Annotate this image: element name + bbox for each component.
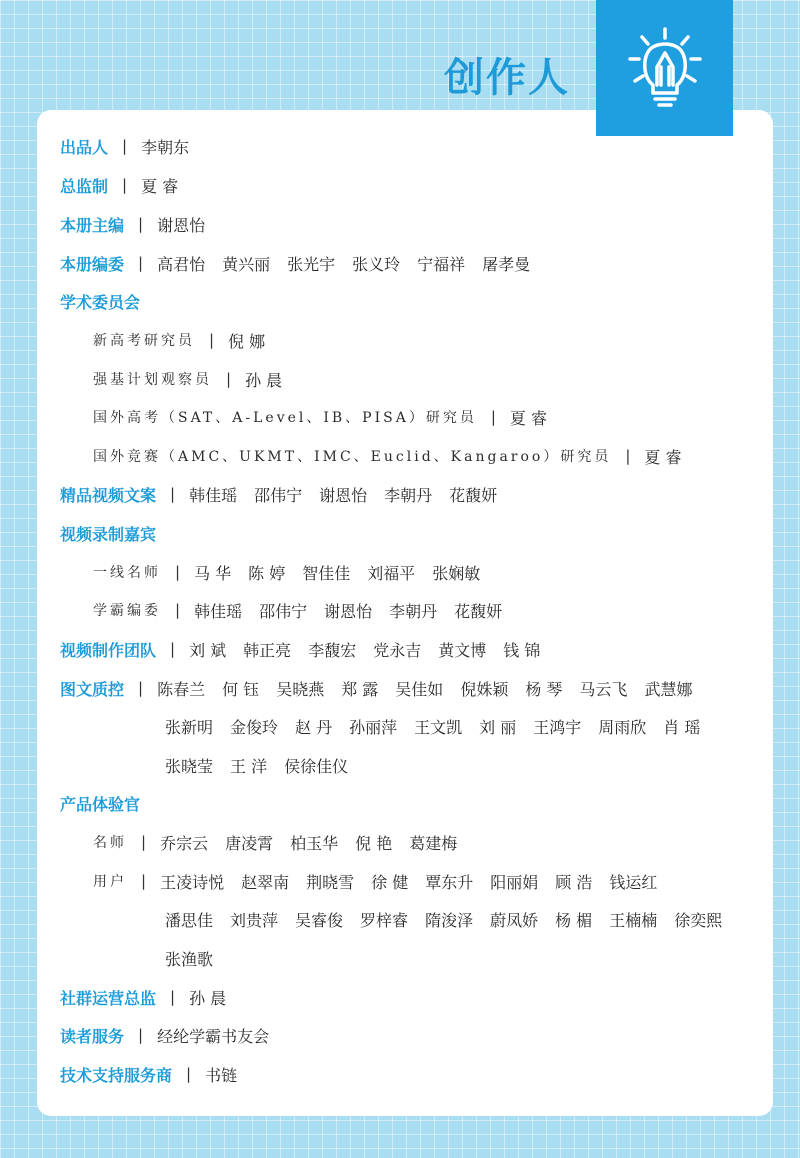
person-name: 宁福祥: [417, 254, 466, 274]
person-name: 何 钰: [222, 679, 260, 699]
separator: |: [138, 1026, 144, 1044]
person-name: 张晓莹: [165, 756, 214, 776]
person-name: 杨 楣: [555, 910, 593, 930]
credit-row: [60, 520, 156, 546]
separator: |: [175, 601, 181, 619]
credit-row: [60, 984, 243, 1010]
person-name: 刘贵萍: [230, 910, 279, 930]
role-label: 产品体验官: [60, 794, 141, 814]
person-name: 经纶学霸书友会: [157, 1026, 270, 1046]
person-name: 花馥妍: [449, 485, 498, 505]
credit-row: [93, 366, 299, 392]
role-label: 本册编委: [60, 254, 125, 274]
person-name: 邵伟宁: [254, 485, 303, 505]
separator: |: [170, 485, 176, 503]
person-name: 葛建梅: [409, 833, 458, 853]
role-label: 本册主编: [60, 215, 125, 235]
separator: |: [175, 563, 181, 581]
person-name: 王凌诗悦: [160, 872, 225, 892]
person-name: 蔚凤娇: [490, 910, 539, 930]
person-name: 孙丽萍: [349, 717, 398, 737]
person-name: 金俊玲: [230, 717, 279, 737]
credit-row: [60, 211, 222, 237]
credit-row: [60, 1022, 286, 1048]
credit-row: [60, 172, 195, 198]
credit-row: [60, 288, 140, 314]
person-name: 张渔歌: [165, 949, 214, 969]
separator: |: [186, 1065, 192, 1083]
person-name: 赵翠南: [241, 872, 290, 892]
person-name: 谢恩怡: [319, 485, 368, 505]
person-name: 谢恩怡: [324, 601, 373, 621]
role-label: 学术委员会: [60, 292, 141, 312]
person-name: 罗梓睿: [360, 910, 409, 930]
credit-row: [93, 443, 699, 469]
separator: |: [138, 215, 144, 233]
person-name: 侯徐佳仪: [284, 756, 349, 776]
person-name: 书链: [205, 1065, 238, 1085]
person-name: 孙 晨: [189, 988, 227, 1008]
role-label: 视频录制嘉宾: [60, 524, 157, 544]
person-name: 吴晓燕: [276, 679, 325, 699]
person-name: 王文凯: [414, 717, 463, 737]
credit-row: [93, 868, 674, 894]
person-name: 孙 晨: [245, 370, 283, 390]
credit-row: [165, 713, 717, 739]
separator: |: [138, 679, 144, 697]
credit-row: [60, 250, 547, 276]
credit-row: [165, 945, 230, 971]
credit-row: [60, 675, 709, 701]
person-name: 周雨欣: [598, 717, 647, 737]
subrole-label: 新高考研究员: [93, 333, 195, 349]
subrole-label: 一线名师: [93, 565, 161, 581]
person-name: 黄兴丽: [222, 254, 271, 274]
separator: |: [226, 370, 232, 388]
person-name: 潘思佳: [165, 910, 214, 930]
person-name: 肖 瑶: [663, 717, 701, 737]
page-title: 创作人: [444, 55, 570, 101]
separator: |: [122, 137, 128, 155]
subrole-label: 学霸编委: [93, 603, 161, 619]
person-name: 刘 斌: [189, 640, 227, 660]
separator: |: [138, 254, 144, 272]
subrole-label: 用户: [93, 874, 127, 890]
person-name: 马 华: [194, 563, 232, 583]
person-name: 夏 睿: [644, 447, 682, 467]
separator: |: [170, 640, 176, 658]
person-name: 张义玲: [352, 254, 401, 274]
separator: |: [625, 447, 631, 465]
person-name: 韩正亮: [243, 640, 292, 660]
subrole-label: 国外竞赛（AMC、UKMT、IMC、Euclid、Kangaroo）研究员: [93, 449, 612, 465]
person-name: 徐奕熙: [674, 910, 723, 930]
person-name: 高君怡: [157, 254, 206, 274]
person-name: 钱 锦: [503, 640, 541, 660]
person-name: 夏 睿: [141, 176, 179, 196]
credit-row: [93, 829, 474, 855]
person-name: 顾 浩: [555, 872, 593, 892]
role-label: 出品人: [60, 137, 109, 157]
person-name: 韩佳瑶: [194, 601, 243, 621]
person-name: 王鸿宇: [533, 717, 582, 737]
person-name: 马云飞: [579, 679, 628, 699]
credit-row: [165, 906, 739, 932]
role-label: 图文质控: [60, 679, 125, 699]
person-name: 覃东升: [425, 872, 474, 892]
subrole-label: 强基计划观察员: [93, 372, 212, 388]
person-name: 张新明: [165, 717, 214, 737]
person-name: 乔宗云: [160, 833, 209, 853]
person-name: 钱运红: [609, 872, 658, 892]
credit-row: [60, 1061, 254, 1087]
person-name: 张光宇: [287, 254, 336, 274]
person-name: 倪 娜: [228, 331, 266, 351]
separator: |: [209, 331, 215, 349]
person-name: 花馥妍: [454, 601, 503, 621]
role-label: 精品视频文案: [60, 485, 157, 505]
credit-row: [93, 404, 564, 430]
person-name: 荆晓雪: [306, 872, 355, 892]
credit-row: [93, 559, 497, 585]
lightbulb-pencil-icon: [620, 23, 710, 113]
person-name: 李馥宏: [308, 640, 357, 660]
person-name: 屠孝曼: [482, 254, 531, 274]
credit-row: [165, 752, 365, 778]
person-name: 刘福平: [367, 563, 416, 583]
person-name: 赵 丹: [295, 717, 333, 737]
person-name: 王楠楠: [609, 910, 658, 930]
role-label: 视频制作团队: [60, 640, 157, 660]
role-label: 读者服务: [60, 1026, 125, 1046]
person-name: 隋浚泽: [425, 910, 474, 930]
person-name: 李朝东: [141, 137, 190, 157]
badge: [596, 0, 733, 136]
person-name: 党永吉: [373, 640, 422, 660]
person-name: 谢恩怡: [157, 215, 206, 235]
person-name: 郑 露: [341, 679, 379, 699]
role-label: 总监制: [60, 176, 109, 196]
person-name: 邵伟宁: [259, 601, 308, 621]
separator: |: [122, 176, 128, 194]
person-name: 倪 艳: [355, 833, 393, 853]
person-name: 武慧娜: [644, 679, 693, 699]
separator: |: [490, 408, 496, 426]
person-name: 刘 丽: [479, 717, 517, 737]
role-label: 社群运营总监: [60, 988, 157, 1008]
subrole-label: 名师: [93, 835, 127, 851]
person-name: 杨 琴: [525, 679, 563, 699]
role-label: 技术支持服务商: [60, 1065, 173, 1085]
person-name: 黄文博: [438, 640, 487, 660]
separator: |: [141, 872, 147, 890]
credit-row: [60, 481, 514, 507]
person-name: 李朝丹: [389, 601, 438, 621]
person-name: 吴睿俊: [295, 910, 344, 930]
person-name: 吴佳如: [395, 679, 444, 699]
person-name: 唐凌霄: [225, 833, 274, 853]
separator: |: [141, 833, 147, 851]
person-name: 柏玉华: [290, 833, 339, 853]
person-name: 张娴敏: [432, 563, 481, 583]
credit-row: [93, 597, 519, 623]
person-name: 徐 健: [371, 872, 409, 892]
person-name: 倪姝颖: [460, 679, 509, 699]
person-name: 陈春兰: [157, 679, 206, 699]
person-name: 阳丽娟: [490, 872, 539, 892]
person-name: 韩佳瑶: [189, 485, 238, 505]
subrole-label: 国外高考（SAT、A-Level、IB、PISA）研究员: [93, 410, 477, 426]
credit-row: [93, 327, 282, 353]
person-name: 智佳佳: [302, 563, 351, 583]
person-name: 王 洋: [230, 756, 268, 776]
person-name: 夏 睿: [509, 408, 547, 428]
credit-row: [60, 636, 557, 662]
credit-row: [60, 133, 206, 159]
credit-row: [60, 790, 140, 816]
person-name: 李朝丹: [384, 485, 433, 505]
separator: |: [170, 988, 176, 1006]
person-name: 陈 婷: [248, 563, 286, 583]
